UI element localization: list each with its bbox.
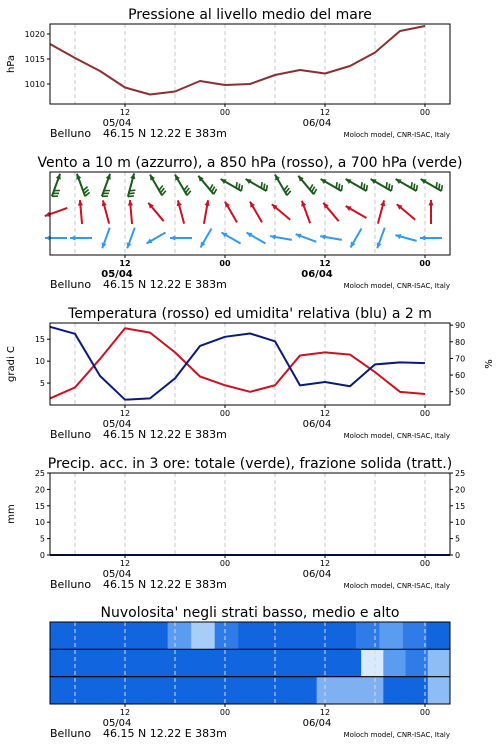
cloud-cell-0-3 [121,622,145,650]
cloud-cell-2-9 [250,677,273,705]
pressure-ytick-label-2: 1020 [24,30,45,39]
clouds-station: Belluno [50,727,92,740]
temp-rh-ytick-label-1: 10 [34,357,45,367]
wind-2-11-feather-0 [341,185,342,191]
cloud-cell-2-14 [361,677,384,705]
temp-rh-title: Temperatura (rosso) ed umidita' relativa (blu) a 2 m [68,306,432,322]
precip-coords: 46.15 N 12.22 E 383m [103,578,227,591]
cloud-cell-2-8 [228,677,251,705]
temp-rh-xtick-label-0: 12 [119,409,131,418]
temp-rh-ylabel-right: % [484,359,495,369]
wind-2-8-feather-1 [264,184,265,190]
cloud-cell-2-0 [50,677,73,705]
precip-ytick-right-label-5: 25 [455,469,466,478]
temp-rh-ytick-right-label-4: 90 [455,321,466,331]
wind-xtick-label-3: 00 [419,259,431,268]
clouds-date-label-1: 06/04 [302,718,332,729]
cloud-cell-1-2 [94,649,117,677]
pressure-xtick-label-0: 12 [119,108,131,117]
cloud-cell-1-8 [228,649,251,677]
cloud-cell-0-11 [309,622,333,650]
temp-rh-ytick-right-label-3: 80 [455,337,466,347]
temp-rh-ytick-label-0: 5 [39,379,45,389]
wind-station: Belluno [50,278,92,291]
temp-rh-model-credit: Moloch model, CNR-ISAC, Italy [343,432,450,440]
precip-ytick-label-2: 10 [34,518,45,528]
cloud-cell-0-0 [50,622,74,650]
cloud-cell-0-9 [262,622,286,650]
cloud-cell-0-15 [403,622,427,650]
cloud-cell-2-12 [317,677,340,705]
temp-rh-xtick-label-1: 00 [219,409,231,418]
cloud-cell-0-16 [426,622,450,650]
cloud-cell-0-1 [74,622,98,650]
wind-2-12-feather-2 [361,182,362,188]
precip-station: Belluno [50,578,92,591]
temp-rh-station: Belluno [50,428,92,441]
clouds-xtick-label-1: 00 [219,708,231,717]
wind-2-14-feather-2 [411,182,412,188]
clouds-title: Nuvolosita' negli strati basso, medio e alto [100,605,400,621]
cloud-cell-1-15 [383,649,406,677]
cloud-cell-1-5 [161,649,184,677]
wind-xtick-label-2: 12 [319,259,331,268]
cloud-cell-1-12 [317,649,340,677]
pressure-coords: 46.15 N 12.22 E 383m [103,127,227,140]
cloud-cell-2-17 [428,677,451,705]
wind-2-13-feather-0 [391,185,392,191]
clouds-xtick-label-0: 12 [119,708,131,717]
cloud-cell-0-5 [168,622,192,650]
pressure-xtick-label-2: 12 [319,108,331,117]
clouds-xtick-label-2: 12 [319,708,331,717]
cloud-cell-2-11 [294,677,317,705]
precip-date-label-0: 05/04 [102,569,132,580]
precip-ytick-label-5: 25 [34,469,45,478]
temp-rh-ytick-right-label-2: 70 [455,354,466,364]
precip-ytick-right-label-0: 0 [455,551,461,560]
cloud-cell-2-5 [161,677,184,705]
precip-ytick-label-3: 15 [34,501,45,511]
clouds-coords: 46.15 N 12.22 E 383m [103,727,227,740]
precip-ytick-label-1: 5 [39,534,45,544]
cloud-cell-2-6 [183,677,206,705]
precip-ytick-right-label-3: 15 [455,501,466,511]
wind-title: Vento a 10 m (azzurro), a 850 hPa (rosso), a 700 hPa (verde) [37,155,463,171]
wind-2-13-feather-1 [389,184,390,190]
pressure-xtick-label-1: 00 [219,108,231,117]
cloud-cell-1-14 [361,649,384,677]
wind-2-14-feather-1 [414,184,415,190]
precip-panel-background [50,473,450,555]
cloud-cell-2-3 [117,677,140,705]
wind-2-12-feather-0 [366,185,367,191]
pressure-panel-background [50,24,450,104]
pressure-model-credit: Moloch model, CNR-ISAC, Italy [343,131,450,139]
precip-ytick-label-0: 0 [39,551,45,560]
wind-2-15-feather-1 [439,184,440,190]
wind-2-11-feather-2 [336,182,337,188]
wind-2-13-feather-2 [386,182,387,188]
wind-2-15-feather-0 [441,185,442,191]
precip-ytick-right-label-1: 5 [455,534,461,544]
pressure-panel [6,24,450,140]
pressure-ylabel: hPa [6,54,17,74]
wind-2-14-feather-0 [416,185,417,191]
wind-2-7-feather-0 [241,185,242,191]
cloud-cell-1-11 [294,649,317,677]
wind-2-3-feather-0 [128,196,134,197]
precip-ytick-right-label-4: 20 [455,485,466,495]
pressure-date-label-0: 05/04 [102,118,132,129]
cloud-cell-0-6 [191,622,215,650]
wind-2-15-feather-2 [436,182,437,188]
wind-2-3-feather-2 [129,190,135,191]
cloud-cell-1-3 [117,649,140,677]
clouds-xtick-label-3: 00 [419,708,431,717]
wind-2-12-feather-1 [364,184,365,190]
wind-2-7-feather-2 [236,182,237,188]
temp-rh-panel [6,321,495,441]
wind-model-credit: Moloch model, CNR-ISAC, Italy [343,282,450,290]
pressure-ytick-label-0: 1010 [24,80,45,89]
precip-ytick-label-4: 20 [34,485,45,495]
temp-rh-xtick-label-2: 12 [319,409,331,418]
cloud-cell-1-10 [272,649,295,677]
cloud-cell-2-4 [139,677,162,705]
wind-panel [45,172,450,291]
clouds-date-label-0: 05/04 [102,718,132,729]
cloud-cell-1-4 [139,649,162,677]
cloud-cell-0-14 [379,622,403,650]
precip-title: Precip. acc. in 3 ore: totale (verde), frazione solida (tratt.) [47,456,453,472]
wind-date-label-1: 06/04 [301,269,333,280]
temp-rh-ytick-label-2: 15 [34,335,45,345]
wind-xtick-label-1: 00 [219,259,231,268]
temp-rh-ytick-right-label-0: 50 [455,387,466,397]
cloud-cell-0-4 [144,622,168,650]
cloud-cell-2-1 [72,677,95,705]
cloud-cell-2-15 [383,677,406,705]
wind-coords: 46.15 N 12.22 E 383m [103,278,227,291]
temp-rh-date-label-0: 05/04 [102,419,132,430]
precip-model-credit: Moloch model, CNR-ISAC, Italy [343,582,450,590]
cloud-cell-1-6 [183,649,206,677]
wind-2-11-feather-1 [339,184,340,190]
precip-xtick-label-2: 12 [319,559,331,568]
cloud-cell-1-13 [339,649,362,677]
pressure-date-label-1: 06/04 [302,118,332,129]
cloud-cell-2-10 [272,677,295,705]
precip-ytick-right-label-2: 10 [455,518,466,528]
clouds-panel [50,622,451,740]
temp-rh-coords: 46.15 N 12.22 E 383m [103,428,227,441]
precip-xtick-label-3: 00 [419,559,431,568]
precip-panel [6,469,465,591]
wind-2-7-feather-1 [239,184,240,190]
clouds-model-credit: Moloch model, CNR-ISAC, Italy [343,731,450,739]
cloud-cell-2-13 [339,677,362,705]
wind-2-8-feather-2 [261,182,262,188]
wind-2-8-feather-0 [266,185,267,191]
cloud-cell-1-1 [72,649,95,677]
temp-rh-date-label-1: 06/04 [302,419,332,430]
pressure-xtick-label-3: 00 [419,108,431,117]
cloud-cell-1-0 [50,649,73,677]
precip-xtick-label-0: 12 [119,559,131,568]
pressure-title: Pressione al livello medio del mare [128,7,372,23]
pressure-ytick-label-1: 1015 [24,55,45,64]
wind-xtick-label-0: 12 [119,259,131,268]
precip-xtick-label-1: 00 [219,559,231,568]
cloud-cell-0-12 [332,622,356,650]
cloud-cell-1-17 [428,649,451,677]
cloud-cell-2-2 [94,677,117,705]
wind-date-label-0: 05/04 [101,269,133,280]
precip-ylabel: mm [6,504,17,524]
precip-date-label-1: 06/04 [302,569,332,580]
wind-2-3-feather-1 [129,193,135,194]
cloud-cell-0-13 [356,622,380,650]
cloud-cell-0-2 [97,622,121,650]
cloud-cell-1-9 [250,649,273,677]
temp-rh-xtick-label-3: 00 [419,409,431,418]
pressure-station: Belluno [50,127,92,140]
temp-rh-ylabel: gradi C [6,346,17,382]
cloud-cell-0-7 [215,622,239,650]
cloud-cell-0-10 [285,622,309,650]
temp-rh-ytick-right-label-1: 60 [455,371,466,381]
cloud-cell-0-8 [238,622,262,650]
